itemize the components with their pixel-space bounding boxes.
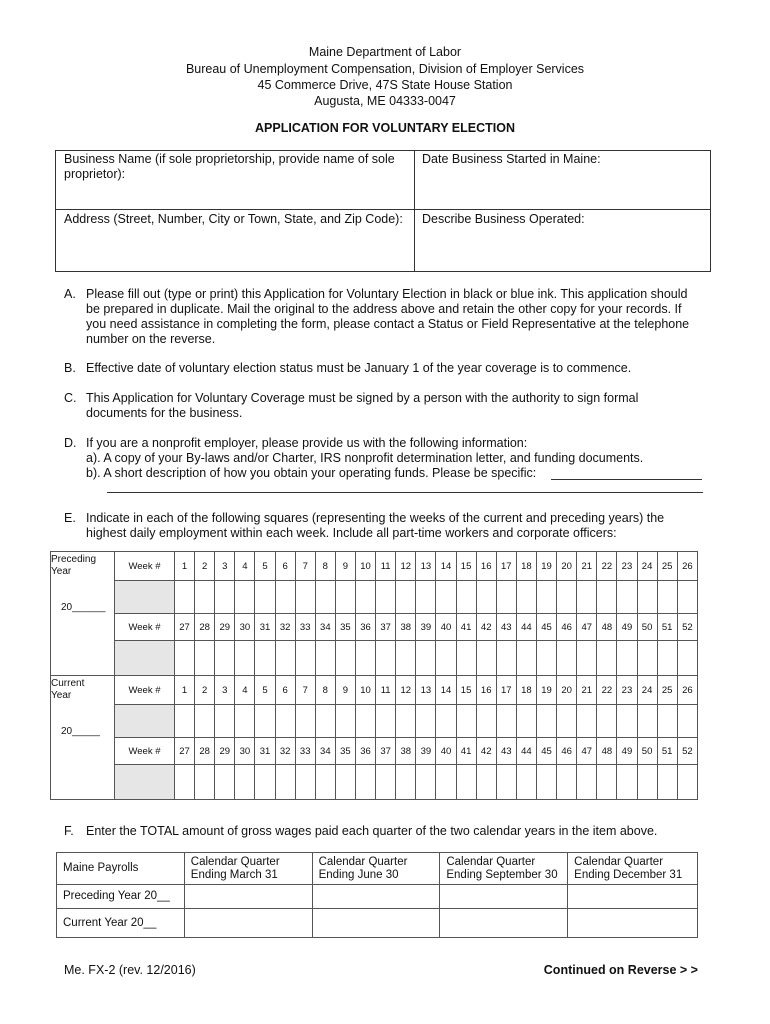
employment-entry-cell[interactable] <box>215 705 235 738</box>
employment-entry-cell[interactable] <box>235 641 255 676</box>
week-number: 47 <box>577 614 597 641</box>
employment-entry-cell[interactable] <box>235 765 255 800</box>
employment-entry-cell[interactable] <box>376 581 396 614</box>
employment-entry-cell[interactable] <box>536 641 556 676</box>
week-number: 5 <box>255 676 275 705</box>
employment-entry-cell[interactable] <box>376 641 396 676</box>
employment-entry-cell[interactable] <box>315 581 335 614</box>
week-number: 50 <box>637 614 657 641</box>
week-number: 36 <box>355 614 375 641</box>
agency-name: Maine Department of Labor <box>308 45 462 59</box>
week-number: 10 <box>355 676 375 705</box>
week-number: 41 <box>456 738 476 765</box>
week-number: 51 <box>657 614 677 641</box>
employment-entry-cell[interactable] <box>195 705 215 738</box>
employment-entry-cell[interactable] <box>355 581 375 614</box>
week-label: Week # <box>115 676 175 705</box>
preceding-year-label: Preceding Year 20__ <box>57 885 185 909</box>
week-number: 39 <box>416 738 436 765</box>
operating-funds-line-1[interactable] <box>551 479 702 480</box>
week-number: 19 <box>536 676 556 705</box>
employment-entry-cell[interactable] <box>175 765 195 800</box>
employment-entry-cell[interactable] <box>637 765 657 800</box>
form-title: APPLICATION FOR VOLUNTARY ELECTION <box>255 121 515 135</box>
employment-entry-cell[interactable] <box>557 705 577 738</box>
week-number: 8 <box>315 676 335 705</box>
employment-entry-cell[interactable] <box>617 705 637 738</box>
week-number: 10 <box>355 552 375 581</box>
employment-entry-cell[interactable] <box>496 705 516 738</box>
week-number: 3 <box>215 676 235 705</box>
employment-entry-cell[interactable] <box>577 581 597 614</box>
employment-entry-cell[interactable] <box>496 641 516 676</box>
week-label: Week # <box>115 552 175 581</box>
payroll-table <box>56 852 698 938</box>
quarter-header-september: Calendar Quarter Ending September 30 <box>440 853 568 885</box>
week-number: 27 <box>175 614 195 641</box>
employment-entry-cell[interactable] <box>557 765 577 800</box>
employment-entry-cell[interactable] <box>677 581 697 614</box>
employment-entry-cell[interactable] <box>597 641 617 676</box>
week-number: 25 <box>657 552 677 581</box>
week-number: 8 <box>315 552 335 581</box>
week-number: 29 <box>215 614 235 641</box>
employment-entry-cell[interactable] <box>677 641 697 676</box>
employment-entry-cell[interactable] <box>496 765 516 800</box>
current-year-label: Current Year <box>51 678 85 701</box>
week-number: 46 <box>557 614 577 641</box>
week-number: 16 <box>476 676 496 705</box>
employment-entry-cell[interactable] <box>315 765 335 800</box>
week-number: 40 <box>436 614 456 641</box>
employment-entry-cell[interactable] <box>255 765 275 800</box>
employment-entry-cell[interactable] <box>396 581 416 614</box>
bureau-name: Bureau of Unemployment Compensation, Division of Employer Services <box>185 62 585 76</box>
employment-entry-cell[interactable] <box>436 765 456 800</box>
employment-entry-cell[interactable] <box>657 581 677 614</box>
info-box-divider <box>414 150 415 271</box>
employment-entry-cell[interactable] <box>617 765 637 800</box>
preceding-september-field[interactable] <box>440 885 568 909</box>
instruction-e: E. Indicate in each of the following squares (representing the weeks of the current and preceding years) the highest daily employment within each week. Include all part-time workers and corporate officers: <box>64 511 665 540</box>
week-number: 41 <box>456 614 476 641</box>
week-number: 32 <box>275 738 295 765</box>
week-number: 29 <box>215 738 235 765</box>
employment-entry-cell[interactable] <box>657 705 677 738</box>
employment-entry-cell[interactable] <box>295 705 315 738</box>
week-number: 30 <box>235 614 255 641</box>
shaded-cell <box>115 581 175 614</box>
week-number: 18 <box>516 552 536 581</box>
week-number: 3 <box>215 552 235 581</box>
employment-entry-cell[interactable] <box>657 641 677 676</box>
employment-entry-cell[interactable] <box>416 765 436 800</box>
week-number: 6 <box>275 552 295 581</box>
employment-entry-cell[interactable] <box>175 641 195 676</box>
week-number: 51 <box>657 738 677 765</box>
employment-entry-cell[interactable] <box>436 641 456 676</box>
agency-address: 45 Commerce Drive, 47S State House Station <box>257 78 513 92</box>
employment-entry-cell[interactable] <box>557 581 577 614</box>
week-number: 12 <box>396 552 416 581</box>
employment-entry-cell[interactable] <box>335 641 355 676</box>
info-box-row-divider <box>55 209 710 210</box>
employment-entry-cell[interactable] <box>597 581 617 614</box>
week-label: Week # <box>115 738 175 765</box>
employment-entry-cell[interactable] <box>677 705 697 738</box>
employment-entry-cell[interactable] <box>235 705 255 738</box>
describe-business-label: Describe Business Operated: <box>422 212 585 226</box>
week-number: 49 <box>617 614 637 641</box>
employment-entry-cell[interactable] <box>295 641 315 676</box>
employment-entry-cell[interactable] <box>516 581 536 614</box>
week-number: 48 <box>597 738 617 765</box>
week-number: 1 <box>175 676 195 705</box>
employment-entry-cell[interactable] <box>335 765 355 800</box>
week-number: 21 <box>577 552 597 581</box>
employment-entry-cell[interactable] <box>637 705 657 738</box>
week-number: 22 <box>597 676 617 705</box>
date-started-label: Date Business Started in Maine: <box>422 152 601 166</box>
current-december-field[interactable] <box>568 909 698 938</box>
employment-entry-cell[interactable] <box>255 641 275 676</box>
employment-entry-cell[interactable] <box>597 765 617 800</box>
week-number: 6 <box>275 676 295 705</box>
employment-entry-cell[interactable] <box>456 705 476 738</box>
week-number: 50 <box>637 738 657 765</box>
operating-funds-line-2[interactable] <box>107 492 703 493</box>
week-number: 42 <box>476 738 496 765</box>
employment-entry-cell[interactable] <box>215 765 235 800</box>
continued-on-reverse: Continued on Reverse > > <box>543 963 698 977</box>
week-number: 37 <box>376 614 396 641</box>
week-number: 9 <box>335 676 355 705</box>
employment-entry-cell[interactable] <box>275 705 295 738</box>
employment-entry-cell[interactable] <box>275 641 295 676</box>
preceding-year-label: Preceding Year <box>51 554 97 577</box>
employment-entry-cell[interactable] <box>396 705 416 738</box>
employment-entry-cell[interactable] <box>315 641 335 676</box>
week-number: 17 <box>496 676 516 705</box>
week-number: 44 <box>516 614 536 641</box>
week-number: 24 <box>637 552 657 581</box>
week-number: 42 <box>476 614 496 641</box>
week-number: 34 <box>315 614 335 641</box>
employment-entry-cell[interactable] <box>255 705 275 738</box>
week-number: 38 <box>396 738 416 765</box>
employment-entry-cell[interactable] <box>577 765 597 800</box>
current-year-field[interactable]: 20_____ <box>61 726 100 737</box>
employment-entry-cell[interactable] <box>577 641 597 676</box>
employment-entry-cell[interactable] <box>416 641 436 676</box>
employment-entry-cell[interactable] <box>516 641 536 676</box>
address-label: Address (Street, Number, City or Town, State, and Zip Code): <box>64 212 403 226</box>
week-number: 16 <box>476 552 496 581</box>
week-number: 43 <box>496 614 516 641</box>
week-number: 13 <box>416 552 436 581</box>
shaded-cell <box>115 765 175 800</box>
week-number: 49 <box>617 738 637 765</box>
week-number: 52 <box>677 614 697 641</box>
week-number: 31 <box>255 738 275 765</box>
employment-entry-cell[interactable] <box>637 641 657 676</box>
employment-entry-cell[interactable] <box>355 705 375 738</box>
employment-entry-cell[interactable] <box>175 705 195 738</box>
week-number: 48 <box>597 614 617 641</box>
week-number: 39 <box>416 614 436 641</box>
employment-entry-cell[interactable] <box>335 705 355 738</box>
preceding-year-field[interactable]: 20______ <box>61 602 106 613</box>
describe-business-field[interactable] <box>418 230 706 268</box>
week-number: 31 <box>255 614 275 641</box>
week-number: 22 <box>597 552 617 581</box>
week-number: 44 <box>516 738 536 765</box>
week-number: 45 <box>536 738 556 765</box>
week-number: 35 <box>335 614 355 641</box>
week-number: 28 <box>195 614 215 641</box>
week-number: 20 <box>557 552 577 581</box>
week-number: 23 <box>617 676 637 705</box>
employment-entry-cell[interactable] <box>476 765 496 800</box>
employment-entry-cell[interactable] <box>416 581 436 614</box>
employment-entry-cell[interactable] <box>275 581 295 614</box>
employment-entry-cell[interactable] <box>456 641 476 676</box>
preceding-december-field[interactable] <box>568 885 698 909</box>
week-number: 52 <box>677 738 697 765</box>
employment-entry-cell[interactable] <box>275 765 295 800</box>
week-number: 24 <box>637 676 657 705</box>
employment-entry-cell[interactable] <box>496 581 516 614</box>
instruction-c: C. This Application for Voluntary Coverage must be signed by a person with the authority to sign formal documents for the business. <box>64 391 639 420</box>
employment-entry-cell[interactable] <box>175 581 195 614</box>
employment-entry-cell[interactable] <box>436 705 456 738</box>
week-number: 33 <box>295 614 315 641</box>
maine-payrolls-header: Maine Payrolls <box>57 853 185 885</box>
preceding-march-field[interactable] <box>184 885 312 909</box>
week-number: 4 <box>235 676 255 705</box>
week-number: 36 <box>355 738 375 765</box>
week-number: 28 <box>195 738 215 765</box>
week-number: 40 <box>436 738 456 765</box>
employment-entry-cell[interactable] <box>536 581 556 614</box>
week-number: 21 <box>577 676 597 705</box>
employment-entry-cell[interactable] <box>536 765 556 800</box>
employment-entry-cell[interactable] <box>456 765 476 800</box>
current-year-label: Current Year 20__ <box>57 909 185 938</box>
week-number: 45 <box>536 614 556 641</box>
current-year-block-label <box>51 676 115 800</box>
weekly-employment-grid <box>50 551 698 800</box>
employment-entry-cell[interactable] <box>295 581 315 614</box>
week-number: 34 <box>315 738 335 765</box>
employment-entry-cell[interactable] <box>355 641 375 676</box>
employment-entry-cell[interactable] <box>396 765 416 800</box>
employment-entry-cell[interactable] <box>637 581 657 614</box>
employment-entry-cell[interactable] <box>416 705 436 738</box>
agency-city: Augusta, ME 04333-0047 <box>314 94 456 108</box>
quarter-header-june: Calendar Quarter Ending June 30 <box>312 853 440 885</box>
week-number: 23 <box>617 552 637 581</box>
employment-entry-cell[interactable] <box>255 581 275 614</box>
address-field[interactable] <box>60 230 410 268</box>
employment-entry-cell[interactable] <box>536 705 556 738</box>
week-number: 7 <box>295 552 315 581</box>
shaded-cell <box>115 641 175 676</box>
week-number: 15 <box>456 676 476 705</box>
employment-entry-cell[interactable] <box>215 641 235 676</box>
week-number: 27 <box>175 738 195 765</box>
business-name-field[interactable] <box>60 185 410 207</box>
current-march-field[interactable] <box>184 909 312 938</box>
week-number: 15 <box>456 552 476 581</box>
employment-entry-cell[interactable] <box>476 581 496 614</box>
employment-entry-cell[interactable] <box>376 765 396 800</box>
preceding-june-field[interactable] <box>312 885 440 909</box>
employment-entry-cell[interactable] <box>476 641 496 676</box>
shaded-cell <box>115 705 175 738</box>
employment-entry-cell[interactable] <box>195 581 215 614</box>
quarter-header-december: Calendar Quarter Ending December 31 <box>568 853 698 885</box>
employment-entry-cell[interactable] <box>516 705 536 738</box>
current-june-field[interactable] <box>312 909 440 938</box>
week-number: 2 <box>195 676 215 705</box>
week-number: 11 <box>376 552 396 581</box>
employment-entry-cell[interactable] <box>436 581 456 614</box>
employment-entry-cell[interactable] <box>195 641 215 676</box>
instruction-a: A. Please fill out (type or print) this Application for Voluntary Election in black or blue ink. This application should be prepared in duplicate. Mail the original to the address above and retain the other copy for your records. If you need assistance in completing the form, please contact a Status or Field Representative at the telephone number on the reverse. <box>64 287 690 346</box>
current-september-field[interactable] <box>440 909 568 938</box>
date-started-field[interactable] <box>418 170 706 206</box>
week-label: Week # <box>115 614 175 641</box>
week-number: 19 <box>536 552 556 581</box>
week-number: 25 <box>657 676 677 705</box>
employment-entry-cell[interactable] <box>376 705 396 738</box>
week-number: 9 <box>335 552 355 581</box>
instruction-d: D. If you are a nonprofit employer, please provide us with the following information: a). A copy of your By-laws and/or Charter, IRS nonprofit determination letter, and funding documents. b). A short description of how you obtain your operating funds. Please be specific: <box>64 436 644 480</box>
employment-entry-cell[interactable] <box>396 641 416 676</box>
week-number: 47 <box>577 738 597 765</box>
employment-entry-cell[interactable] <box>456 581 476 614</box>
week-number: 5 <box>255 552 275 581</box>
employment-entry-cell[interactable] <box>215 581 235 614</box>
employment-entry-cell[interactable] <box>355 765 375 800</box>
employment-entry-cell[interactable] <box>617 581 637 614</box>
employment-entry-cell[interactable] <box>597 705 617 738</box>
week-number: 14 <box>436 676 456 705</box>
instruction-b: B. Effective date of voluntary election status must be January 1 of the year coverage is to commence. <box>64 361 632 375</box>
business-name-label: Business Name (if sole proprietorship, provide name of sole proprietor): <box>64 152 395 181</box>
week-number: 17 <box>496 552 516 581</box>
week-number: 7 <box>295 676 315 705</box>
form-id: Me. FX-2 (rev. 12/2016) <box>64 963 196 977</box>
preceding-year-block-label <box>51 552 115 676</box>
week-number: 46 <box>557 738 577 765</box>
employment-entry-cell[interactable] <box>516 765 536 800</box>
week-number: 43 <box>496 738 516 765</box>
employment-entry-cell[interactable] <box>677 765 697 800</box>
instruction-f: F. Enter the TOTAL amount of gross wages paid each quarter of the two calendar years in the item above. <box>64 824 658 838</box>
week-number: 38 <box>396 614 416 641</box>
quarter-header-march: Calendar Quarter Ending March 31 <box>184 853 312 885</box>
employment-entry-cell[interactable] <box>577 705 597 738</box>
week-number: 26 <box>677 552 697 581</box>
employment-entry-cell[interactable] <box>195 765 215 800</box>
week-number: 14 <box>436 552 456 581</box>
week-number: 37 <box>376 738 396 765</box>
week-number: 1 <box>175 552 195 581</box>
week-number: 30 <box>235 738 255 765</box>
week-number: 32 <box>275 614 295 641</box>
employment-entry-cell[interactable] <box>295 765 315 800</box>
week-number: 2 <box>195 552 215 581</box>
week-number: 11 <box>376 676 396 705</box>
employment-entry-cell[interactable] <box>617 641 637 676</box>
employment-entry-cell[interactable] <box>657 765 677 800</box>
week-number: 20 <box>557 676 577 705</box>
week-number: 26 <box>677 676 697 705</box>
employment-entry-cell[interactable] <box>315 705 335 738</box>
employment-entry-cell[interactable] <box>235 581 255 614</box>
week-number: 4 <box>235 552 255 581</box>
week-number: 35 <box>335 738 355 765</box>
employment-entry-cell[interactable] <box>476 705 496 738</box>
week-number: 12 <box>396 676 416 705</box>
week-number: 13 <box>416 676 436 705</box>
employment-entry-cell[interactable] <box>335 581 355 614</box>
week-number: 18 <box>516 676 536 705</box>
employment-entry-cell[interactable] <box>557 641 577 676</box>
week-number: 33 <box>295 738 315 765</box>
